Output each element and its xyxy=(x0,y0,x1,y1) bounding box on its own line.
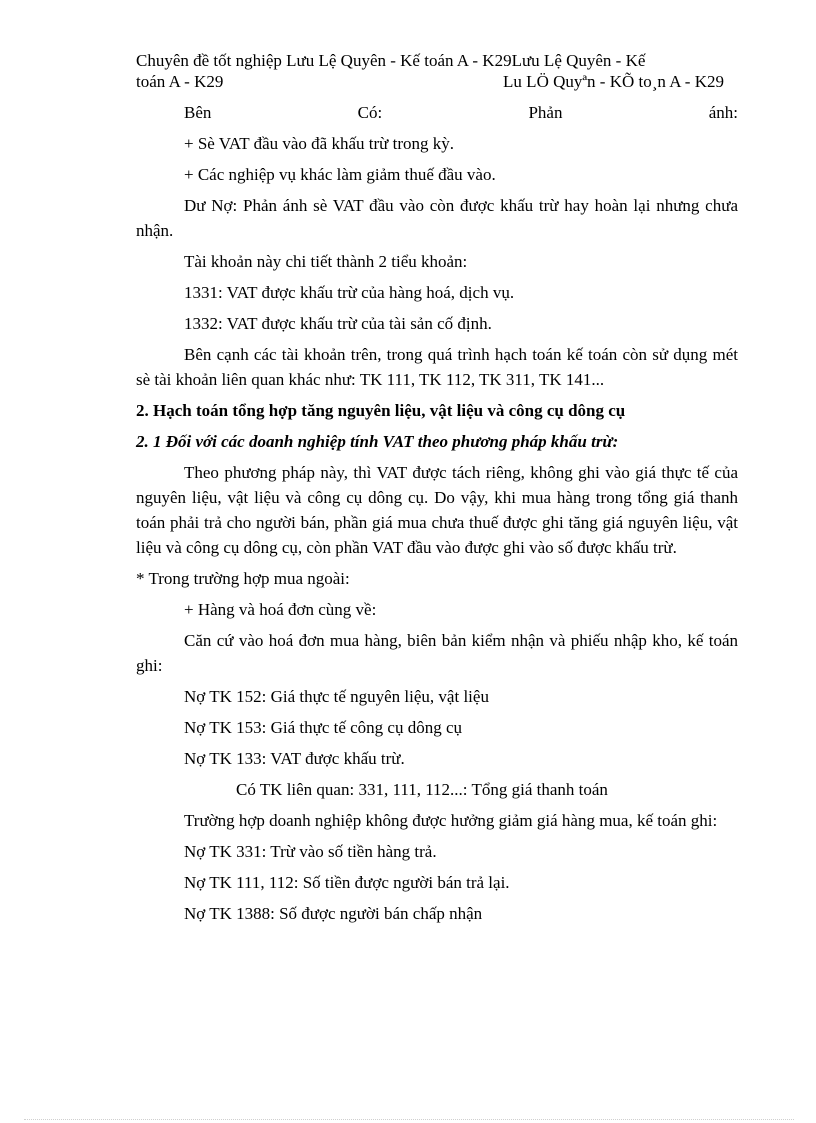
paragraph-10: + Hàng và hoá đơn cùng về: xyxy=(184,600,377,619)
ben-co-word-3: Phản xyxy=(528,103,563,122)
entry-debit-111-112: Nợ TK 111, 112: Số tiền được người bán trả lại. xyxy=(184,873,510,892)
page-bottom-divider xyxy=(24,1119,794,1120)
header-text-1: Chuyên đề tốt nghiệp Lưu Lệ Quyên - Kế toán A - K29Lưu Lệ Quyên - Kế xyxy=(136,51,646,70)
paragraph-5: 1331: VAT được khấu trừ của hàng hoá, dịch vụ. xyxy=(184,283,515,302)
entry-debit-133: Nợ TK 133: VAT được khấu trừ. xyxy=(184,749,405,768)
paragraph-3: Dư Nợ: Phản ánh sè VAT đầu vào còn được khấu trừ hay hoàn lại nhưng chưa nhận. xyxy=(136,196,738,240)
header-line-2 xyxy=(136,71,736,92)
header-text-2-left: toán A - K29 xyxy=(136,72,224,91)
ben-co-word-1: Bên xyxy=(184,103,212,122)
paragraph-4: Tài khoản này chi tiết thành 2 tiểu khoản: xyxy=(184,252,468,271)
header-line-1 xyxy=(136,50,736,71)
paragraph-9: * Trong trường hợp mua ngoài: xyxy=(136,569,350,588)
paragraph-11: Căn cứ vào hoá đơn mua hàng, biên bản kiểm nhận và phiếu nhập kho, kế toán ghi: xyxy=(136,631,738,675)
header-text-2-right: Lu LÖ Quyªn - KÕ to¸n A - K29 xyxy=(503,72,724,91)
paragraph-2: + Các nghiệp vụ khác làm giảm thuế đầu vào. xyxy=(184,165,496,184)
subsection-heading: 2. 1 Đối với các doanh nghiệp tính VAT theo phương pháp khấu trừ: xyxy=(136,432,619,451)
paragraph-8: Theo phương pháp này, thì VAT được tách riêng, không ghi vào giá thực tế của nguyên liệu, vật liệu và công cụ dông cụ. Do vậy, khi mua hàng trong tổng giá thanh toán phải trả cho người bán, phần giá mua chưa thuế được ghi tăng giá nguyên liệu, vật liệu và công cụ dông cụ, còn phần VAT đầu vào được ghi vào số được khấu trừ. xyxy=(136,463,738,557)
entry-debit-1388: Nợ TK 1388: Số được người bán chấp nhận xyxy=(184,904,483,923)
paragraph-1: + Sè VAT đầu vào đã khấu trừ trong kỳ. xyxy=(184,134,454,153)
entry-credit: Có TK liên quan: 331, 111, 112...: Tổng giá thanh toán xyxy=(236,780,608,799)
entry-debit-153: Nợ TK 153: Giá thực tế công cụ dông cụ xyxy=(184,718,463,737)
ben-co-line xyxy=(136,100,738,125)
ben-co-word-2: Có: xyxy=(357,103,383,122)
document-body xyxy=(136,100,738,932)
page-header xyxy=(136,50,736,92)
section-heading: 2. Hạch toán tổng hợp tăng nguyên liệu, vật liệu và công cụ dông cụ xyxy=(136,401,626,420)
paragraph-16: Trường hợp doanh nghiệp không được hưởng giảm giá hàng mua, kế toán ghi: xyxy=(184,811,718,830)
entry-debit-331: Nợ TK 331: Trừ vào số tiền hàng trả. xyxy=(184,842,437,861)
entry-debit-152: Nợ TK 152: Giá thực tế nguyên liệu, vật liệu xyxy=(184,687,489,706)
paragraph-7: Bên cạnh các tài khoản trên, trong quá trình hạch toán kế toán còn sử dụng mét sè tài khoản liên quan khác như: TK 111, TK 112, TK 311, TK 141... xyxy=(136,345,738,389)
ben-co-word-4: ánh: xyxy=(708,103,738,122)
paragraph-6: 1332: VAT được khấu trừ của tài sản cố định. xyxy=(184,314,492,333)
